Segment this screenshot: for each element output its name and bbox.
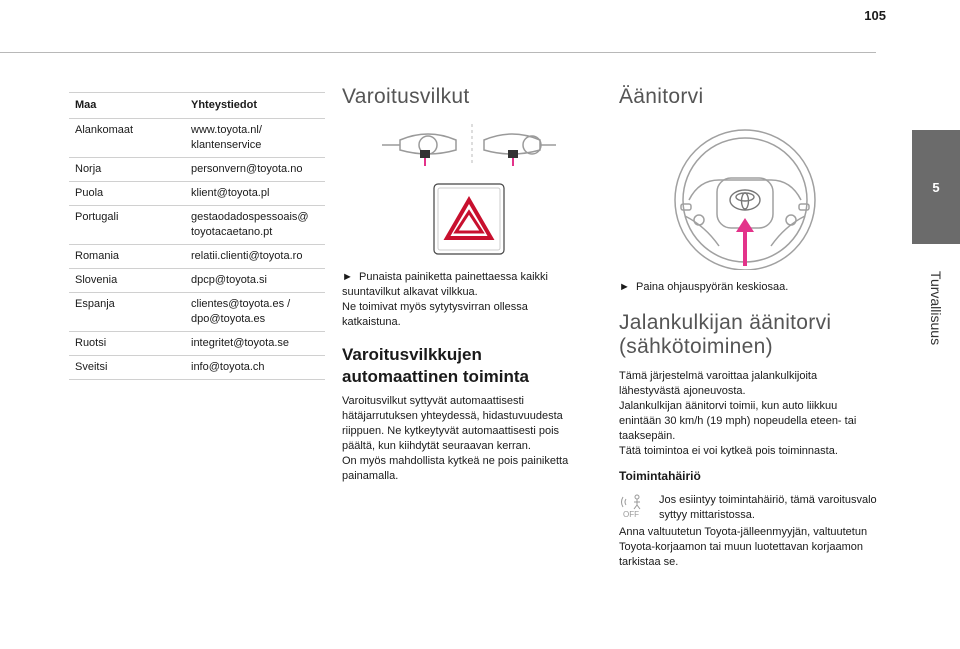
horn-title: Äänitorvi — [619, 85, 704, 108]
table-row — [69, 119, 325, 158]
svg-text:OFF: OFF — [623, 510, 639, 519]
contact-table — [69, 92, 325, 380]
table-header-row — [69, 93, 325, 119]
cell-country: Sveitsi — [69, 356, 185, 380]
table-row — [69, 269, 325, 293]
page-number: 105 — [864, 8, 886, 23]
cell-country: Slovenia — [69, 269, 185, 293]
left-lever-icon — [420, 150, 430, 158]
turn-signal-illustration — [342, 120, 582, 170]
cell-contact: clientes@toyota.es / dpo@toyota.es — [185, 293, 325, 332]
bullet-arrow: ► — [342, 271, 353, 283]
cell-country: Norja — [69, 158, 185, 182]
table-row — [69, 158, 325, 182]
cell-contact: www.toyota.nl/ klantenservice — [185, 119, 325, 158]
cell-contact: info@toyota.ch — [185, 356, 325, 380]
hazard-section — [342, 84, 582, 484]
table-row — [69, 293, 325, 332]
ped-horn-p1: Tämä järjestelmä varoittaa jalankulkijoita lähestyvästä ajoneuvosta. — [619, 370, 818, 397]
cell-contact: gestaodadospessoais@ toyotacaetano.pt — [185, 206, 325, 245]
auto-hazard-title: Varoitusvilkkujen automaattinen toiminta — [342, 345, 530, 386]
malfunction-warning — [619, 493, 881, 523]
hazard-button-icon[interactable] — [342, 182, 582, 260]
hazard-title: Varoitusvilkut — [342, 85, 470, 108]
toyota-logo-icon — [730, 190, 760, 210]
table-row — [69, 182, 325, 206]
cell-contact: relatii.clienti@toyota.ro — [185, 245, 325, 269]
cell-country: Romania — [69, 245, 185, 269]
chapter-label: Turvallisuus — [928, 270, 945, 346]
cell-country: Ruotsi — [69, 332, 185, 356]
pedestrian-horn-off-icon — [619, 493, 651, 519]
table-row — [69, 206, 325, 245]
malfunction-subtitle: Toimintahäiriö — [619, 469, 701, 483]
header-country: Maa — [69, 93, 185, 119]
header-divider — [0, 52, 876, 53]
cell-country: Espanja — [69, 293, 185, 332]
right-lever-icon — [508, 150, 518, 158]
press-arrow-icon — [736, 218, 754, 266]
cell-contact: personvern@toyota.no — [185, 158, 325, 182]
table-row — [69, 356, 325, 380]
cell-country: Portugali — [69, 206, 185, 245]
ped-horn-p2: Jalankulkijan äänitorvi toimii, kun auto liikkuu enintään 30 km/h (19 mph) nopeudella eteen- tai taaksepäin. — [619, 400, 857, 442]
horn-section — [619, 84, 881, 570]
malfunction-action: Anna valtuutetun Toyota-jälleenmyyjän, valtuutetun Toyota-korjaamon tai muun luotettavan korjaamon tarkistaa se. — [619, 526, 868, 568]
bullet-arrow: ► — [619, 281, 630, 293]
horn-instruction: ► Paina ohjauspyörän keskiosaa. — [619, 281, 789, 293]
ped-horn-title: Jalankulkijan äänitorvi (sähkötoiminen) — [619, 311, 832, 358]
cell-country: Alankomaat — [69, 119, 185, 158]
cell-contact: klient@toyota.pl — [185, 182, 325, 206]
table-row — [69, 245, 325, 269]
header-contact: Yhteystiedot — [185, 93, 325, 119]
steering-wheel-illustration — [619, 120, 881, 270]
auto-hazard-text: Varoitusvilkut syttyvät automaattisesti hätäjarrutuksen yhteydessä, hidastuvuudesta riippuen. Ne kytkeytyvät automaattisesti pois päältä, kun kiihdytät seuraavan kerran. — [342, 395, 563, 452]
auto-hazard-note: On myös mahdollista kytkeä ne pois painiketta painamalla. — [342, 455, 569, 482]
ped-horn-p3: Tätä toimintoa ei voi kytkeä pois toiminnasta. — [619, 445, 838, 457]
cell-country: Puola — [69, 182, 185, 206]
cell-contact: integritet@toyota.se — [185, 332, 325, 356]
chapter-tab[interactable]: 5 — [912, 130, 960, 244]
malfunction-text: Jos esiintyy toimintahäiriö, tämä varoitusvalo syttyy mittaristossa. — [659, 494, 877, 521]
hazard-instruction: ► Punaista painiketta painettaessa kaikki suuntavilkut alkavat vilkkua. — [342, 271, 548, 298]
table-row — [69, 332, 325, 356]
hazard-note: Ne toimivat myös sytytysvirran ollessa katkaistuna. — [342, 301, 528, 328]
cell-contact: dpcp@toyota.si — [185, 269, 325, 293]
